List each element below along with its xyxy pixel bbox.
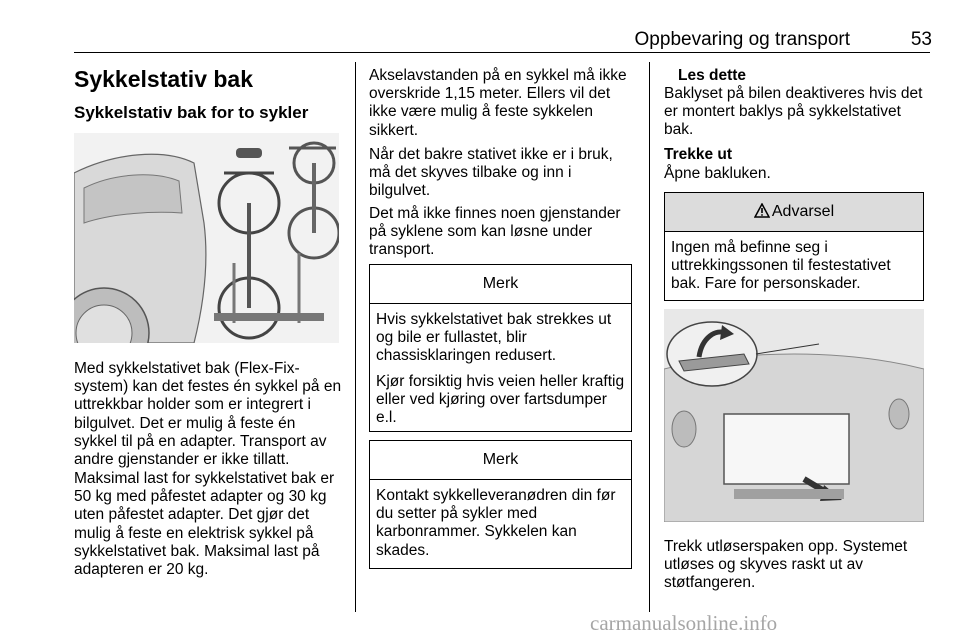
warning-header [665, 193, 923, 232]
running-header-title: Oppbevaring og transport [634, 29, 850, 50]
bumper-release-illustration [664, 309, 924, 522]
paragraph: Åpne bakluken. [664, 165, 771, 182]
column-divider-1 [355, 62, 356, 612]
paragraph: Med sykkelstativet bak (Flex-Fix-system) kan det festes én sykkel på en uttrekkbar holder som er integrert i bilgulvet. Det er mulig å feste én sykkel til på en adapter. Transport av andre gjenstander er ikke tillatt. [74, 360, 342, 469]
paragraph: Akselavstanden på en sykkel må ikke overskride 1,15 meter. Ellers vil det ikke være mulig å feste sykkelen sikkert. [369, 67, 627, 139]
note-text: Kjør forsiktig hvis veien heller kraftig eller ved kjøring over fartsdumper e.l. [376, 372, 625, 427]
note-title: Merk [370, 265, 631, 304]
warning-title: Advarsel [771, 203, 835, 220]
read-this-title: Les dette [678, 67, 747, 84]
section-subheading: Sykkelstativ bak for to sykler [74, 103, 309, 122]
paragraph: Når det bakre stativet ikke er i bruk, må det skyves tilbake og inn i bilgulvet. [369, 146, 613, 200]
header-rule [74, 52, 930, 53]
paragraph: Det må ikke finnes noen gjenstander på syklene som kan løsne under transport. [369, 205, 621, 259]
paragraph: Maksimal last for sykkelstativet bak er 50 kg med påfestet adapter og 30 kg uten påfestet adapter. Det gjør det mulig å feste en elektrisk sykkel på sykkelstativet bak. Maksimal last på adapteren er 20 kg. [74, 470, 335, 579]
bicycle-carrier-illustration [74, 133, 339, 343]
subsection-title: Trekke ut [664, 146, 733, 163]
page-number: 53 [910, 29, 932, 50]
watermark: carmanualsonline.info [590, 611, 778, 635]
warning-triangle-icon [754, 195, 770, 233]
note-box [369, 440, 632, 569]
note-text: Hvis sykkelstativet bak strekkes ut og bile er fullastet, blir chassisklaringen redusert. [376, 311, 612, 365]
paragraph: Trekk utløserspaken opp. Systemet utløses og skyves raskt ut av støtfangeren. [664, 538, 908, 592]
column-divider-2 [649, 62, 650, 612]
note-box [369, 264, 632, 432]
section-heading: Sykkelstativ bak [74, 66, 254, 92]
warning-text: Ingen må befinne seg i uttrekkingssonen til festestativet bak. Fare for personskader. [671, 239, 891, 293]
read-this-text: Baklyset på bilen deaktiveres hvis det er montert baklys på sykkelstativet bak. [664, 85, 923, 139]
note-title: Merk [370, 441, 631, 480]
note-text: Kontakt sykkelleveranødren din før du setter på sykler med karbonrammer. Sykkelen kan skades. [376, 487, 616, 559]
warning-box [664, 192, 924, 301]
